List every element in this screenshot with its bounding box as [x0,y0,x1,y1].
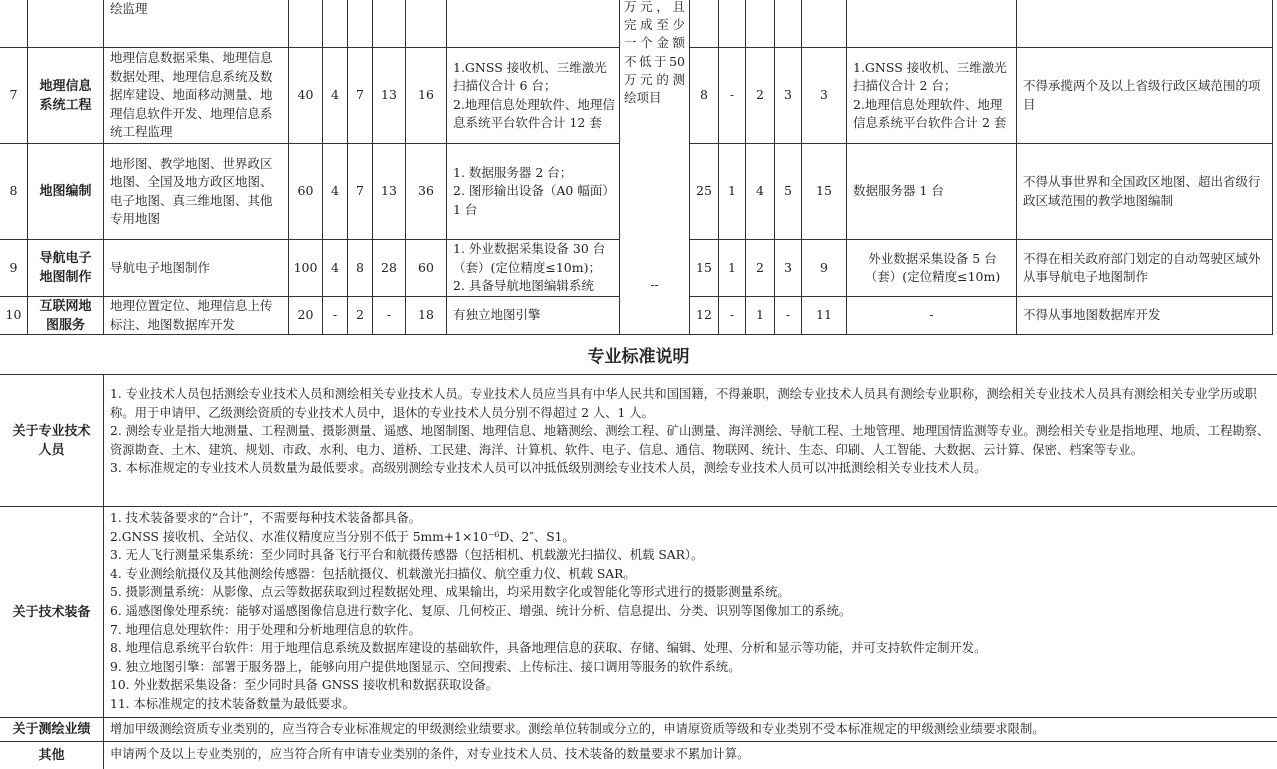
equip-note-line: 10. 外业数据采集设备：至少同时具备 GNSS 接收机和数据获取设备。 [110,678,499,693]
staff-note-line: 2. 测绘专业是指大地测量、工程测量、摄影测量、遥感、地图制图、地理信息、地籍测绘、测绘工程、矿山测量、海洋测绘、导航工程、土地管理、地理国情监测等专业。测绘相关专业是指地理、地质、工程勘察、资源勘查、土木、建筑、规划、市政、水利、电力、道桥、工民建、海洋、计算机、软件、电子、信息、通信、物联网、统计、生态、印刷、人工智能、大数据、云计算、保密、档案等专业。 [110,424,1270,457]
staff-a-junior: - [373,297,406,335]
row-number: 10 [0,297,28,335]
row-number: 8 [0,144,28,240]
staff-a-mid: 7 [348,144,373,240]
staff-a-total: 40 [289,48,323,144]
merged-dash: -- [650,277,659,292]
equip-b-cell [847,240,1017,297]
table-cell [847,0,1017,48]
limit-cell [1017,240,1273,297]
row-number: 7 [0,48,28,144]
staff-b-related: 9 [802,240,847,297]
equip-note-line: 8. 地理信息系统平台软件：用于地理信息系统及数据库建设的基础软件，具备地理信息的获取、存储、编辑、处理、分析和显示等功能，并可支持软件定制开发。 [110,641,987,656]
limit-text: 不得在相关政府部门划定的自动驾驶区域外从事导航电子地图制作 [1023,250,1261,284]
staff-b-related: 15 [802,144,847,240]
staff-b-senior: 1 [719,240,746,297]
equip-notes-body [104,507,1277,714]
scope-text: 地理位置定位、地理信息上传标注、地图数据库开发 [110,298,273,332]
limit-cell [1017,144,1273,240]
scope-cell [104,48,289,144]
staff-b-senior: 1 [719,144,746,240]
equip-a-text: 有独立地图引擎 [453,307,541,323]
equip-b-text: 外业数据采集设备 5 台（套）(定位精度≤10m) [864,250,1001,284]
equip-a-text: 1. 外业数据采集设备 30 台（套）(定位精度≤10m)； 2. 具备导航地图编辑系统 [453,241,606,294]
staff-b-mid: 2 [746,48,775,144]
limit-text: 不得从事地图数据库开发 [1023,307,1161,323]
staff-a-senior: 4 [323,144,348,240]
table-cell [690,0,719,48]
staff-a-related: 18 [406,297,447,335]
performance-notes-row [0,718,1277,742]
table-cell [348,0,373,48]
staff-b-mid: 4 [746,144,775,240]
table-cell [1017,0,1273,48]
scope-text: 地理信息数据采集、地理信息数据处理、地理信息系统及数据库建设、地面移动测量、地理信息软件开发、地理信息系统工程监理 [110,50,273,140]
scope-text: 地形图、教学地图、世界政区地图、全国及地方政区地图、电子地图、真三维地图、其他专用地图 [110,155,273,226]
staff-a-junior: 13 [373,144,406,240]
table-cell [373,0,406,48]
staff-b-junior: 5 [775,144,802,240]
table-cell [802,0,847,48]
scope-text: 导航电子地图制作 [110,259,211,275]
table-cell [28,0,104,48]
equip-note-line: 4. 专业测绘航摄仪及其他测绘传感器：包括航摄仪、机载激光扫描仪、航空重力仪、机载 SAR。 [110,566,636,581]
equip-note-line: 1. 技术装备要求的“合计”，不需要每种技术装备都具备。 [110,511,422,525]
table-cell [775,0,802,48]
limit-cell [1017,297,1273,335]
equip-notes-row [0,507,1277,718]
equip-note-line: 11. 本标准规定的技术装备数量为最低要求。 [110,696,355,711]
category-name: 地图编制 [28,144,104,240]
staff-b-total: 8 [690,48,719,144]
row-number: 9 [0,240,28,297]
staff-a-mid: 2 [348,297,373,335]
staff-b-related: 11 [802,297,847,335]
equip-notes-label: 关于技术装备 [0,507,104,717]
staff-a-junior: 28 [373,240,406,297]
staff-a-mid: 7 [348,48,373,144]
staff-note-line: 3. 本标准规定的专业技术人员数量为最低要求。高级别测绘专业技术人员可以冲抵低级别测绘专业技术人员，测绘专业技术人员可以冲抵测绘相关专业技术人员。 [110,461,987,476]
staff-a-junior: 13 [373,48,406,144]
scope-cell [104,144,289,240]
staff-b-mid: 1 [746,297,775,335]
category-name: 导航电子地图制作 [28,240,104,297]
equip-a-text: 1. 数据服务器 2 台； 2. 图形输出设备（A0 幅面）1 台 [453,164,615,217]
other-notes-body [104,742,1277,764]
staff-notes-row [0,375,1277,507]
equip-a-text: 1.GNSS 接收机、三维激光扫描仪合计 6 台； 2.地理信息处理软件、地理信息系统平台软件合计 12 套 [453,59,615,130]
table-cell [447,0,620,48]
staff-a-mid: 8 [348,240,373,297]
limit-text: 不得承揽两个及以上省级行政区域范围的项目 [1023,78,1261,112]
staff-b-junior: 3 [775,48,802,144]
performance-note-text: 增加甲级测绘资质专业类别的，应当符合专业标准规定的甲级测绘业绩要求。测绘单位转制或分立的，申请原资质等级和专业类别不受本标准规定的甲级测绘业绩要求限制。 [110,722,1045,736]
staff-a-total: 20 [289,297,323,335]
equip-a-cell [447,240,620,297]
equip-b-text: - [847,297,1017,335]
equip-note-line: 3. 无人飞行测量采集系统：至少同时具备飞行平台和航摄传感器（包括相机、机载激光扫描仪、机载 SAR）。 [110,548,704,563]
notes-title: 专业标准说明 [0,335,1277,375]
staff-a-senior: 4 [323,48,348,144]
limit-cell [1017,48,1273,144]
equip-note-line: 2.GNSS 接收机、全站仪、水准仪精度应当分别不低于 5mm+1×10⁻⁶D、2″、S1。 [110,529,575,544]
performance-requirement-text: 万元，且完成至少一个金额不低于50万元的测绘项目 [624,0,685,106]
staff-b-junior: 3 [775,240,802,297]
table-cell [289,0,323,48]
staff-a-related: 16 [406,48,447,144]
staff-a-senior: 4 [323,240,348,297]
other-notes-label: 其他 [0,742,104,769]
performance-notes-label: 关于测绘业绩 [0,718,104,741]
equip-note-line: 7. 地理信息处理软件：用于处理和分析地理信息的软件。 [110,622,421,637]
equip-note-line: 9. 独立地图引擎：部署于服务器上，能够向用户提供地图显示、空间搜索、上传标注、接口调用等服务的软件系统。 [110,659,741,674]
limit-text: 不得从事世界和全国政区地图、超出省级行政区域范围的教学地图编制 [1023,174,1261,208]
table-cell [719,0,746,48]
category-name: 地理信息系统工程 [28,48,104,144]
equip-a-cell [447,48,620,144]
staff-b-total: 15 [690,240,719,297]
other-notes-row [0,742,1277,769]
staff-notes-label [0,375,104,506]
staff-b-total: 25 [690,144,719,240]
staff-a-total: 100 [289,240,323,297]
equip-b-text: 1.GNSS 接收机、三维激光扫描仪合计 2 台； 2.地理信息处理软件、地理信息系统平台软件合计 2 套 [853,59,1007,130]
staff-a-senior: - [323,297,348,335]
scope-cell [104,240,289,297]
equip-b-text: 数据服务器 1 台 [853,183,944,199]
staff-b-mid: 2 [746,240,775,297]
table-cell [0,0,28,48]
equip-b-cell [847,144,1017,240]
staff-note-line: 1. 专业技术人员包括测绘专业技术人员和测绘相关专业技术人员。专业技术人员应当具有中华人民共和国国籍，不得兼职，测绘专业技术人员具有测绘专业职称，测绘相关专业技术人员具有测绘相关专业学历或职称。用于申请甲、乙级测绘资质的专业技术人员中，退休的专业技术人员分别不得超过 2 人、1 人。 [110,387,1257,420]
staff-b-senior: - [719,297,746,335]
scope-cell [104,297,289,335]
staff-a-total: 60 [289,144,323,240]
performance-requirement-merged [620,0,690,335]
category-name: 互联网地图服务 [28,297,104,335]
staff-a-related: 60 [406,240,447,297]
staff-b-senior: - [719,48,746,144]
equip-b-cell [847,48,1017,144]
scope-fragment [104,0,289,48]
staff-notes-body [104,375,1277,478]
staff-b-related: 3 [802,48,847,144]
table-cell [406,0,447,48]
equip-note-line: 5. 摄影测量系统：从影像、点云等数据获取到过程数据处理、成果输出，均采用数字化或智能化等形式进行的摄影测量系统。 [110,585,790,600]
scope-fragment-text: 绘监理 [110,1,148,16]
table-cell [323,0,348,48]
performance-notes-body [104,718,1277,739]
qualification-table [0,0,1277,335]
staff-b-total: 12 [690,297,719,335]
equip-a-cell [447,297,620,335]
staff-b-junior: - [775,297,802,335]
other-note-text: 申请两个及以上专业类别的，应当符合所有申请专业类别的条件，对专业技术人员、技术装备的数量要求不累加计算。 [110,747,750,761]
staff-notes-label-text: 关于专业技术人员 [12,423,91,458]
staff-a-related: 36 [406,144,447,240]
table-cell [746,0,775,48]
equip-a-cell [447,144,620,240]
equip-note-line: 6. 遥感图像处理系统：能够对遥感图像信息进行数字化、复原、几何校正、增强、统计分析、信息提出、分类、识别等图像加工的系统。 [110,603,852,618]
